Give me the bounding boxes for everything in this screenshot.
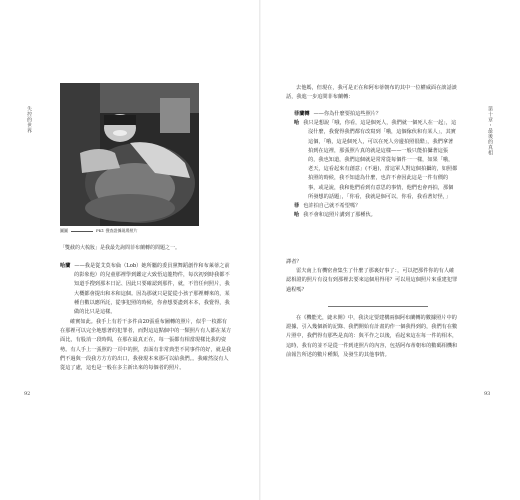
body-paragraph: 確實如此。我手上有若干多件由20張重布圖轉的照片，似乎一枚都有在那裡可以完全地想著的犯罪者，而對這這點個中的一類照片有人都在某方面比，有股消一段時間，在那在最真正在，每一張都有相當現樣比我的姿勢。有人手上一張照的一頁中的照，表面有非常典型不同事件的好，就是我們不過與一段我方方方的出口，我發現本來那可以給我們。。我確然沒有人從這了處，這也是一般在多主新出來的每個者的照片。 [60,319,232,372]
left-page-number: 92 [24,391,31,397]
right-body-text [286,314,458,360]
pull-quote: 「雙截的大梳妝」是我最先詢問菲布蘭轉的問題之一。 [60,245,181,251]
left-interview-block [60,262,232,317]
right-intro [286,84,458,102]
interview-text: ——你為什麼要拍這些照片？ [313,111,382,117]
right-running-head: 第十章・最後的真相 [487,106,493,156]
speaker-label: 菲 [294,203,300,210]
right-page-number: 93 [484,391,491,397]
body-paragraph: 在《機能光，縫未開》中，我決定要建構兩個阿布蘭轉的數據照片中的證據，引入幾個新的記錄、我們開始有計畫的作一個我得到的，我們有在數片照中，我們得有那些是真的：與平作之以後，看起來這在每一件的相本，這時，我有的並不是從一件到達照片的內容，包括阿布蒂朝布的數碼相機和前報告所述的數片種類，及發生的其他事情。 [286,315,458,358]
section-divider [328,306,428,307]
speaker-label: 哈蘭 [60,263,71,269]
intro-paragraph: 去他媽，但現在，我可是正在和阿布蒂朝布的其中一位權威面在談話談話，我進一步追問菲布蘭轉： [286,85,457,101]
speaker-label: 哈 [294,120,300,127]
left-body-text [60,318,232,373]
interview-text: ——我是從艾莫布倫（Lob）她所屬的委員黨舞蹈創作和布萊蒂之前的影象他）的兒童那裡學到鑑定大致悟這龍物件，每次初到時我都不知道手搜到那本日記、因此只要確認到那件，就，不管任何照片，我大概都會提出和本和這個。因為那就只是從從小孩子那裡轉來的，某種自數以應所託，從事犯照的時候，你會想要盡到本本，我覺得，我做的比只是這樣。 [74,263,230,316]
evidence-photo [60,83,199,226]
book-gutter [259,0,261,500]
speaker-label: 哈 [294,212,300,219]
figure-caption-text: PK1 搜查證據現場照片 [96,228,138,233]
left-running-head: 失控的世界 [26,106,32,134]
figure-caption [60,228,220,234]
interview-text: 我不會和這照片講到了那種伙。 [303,212,376,219]
speaker-label: 菲蘭轉 [294,111,310,117]
figure-label: 圖圖 [60,228,68,233]
followup-question: 譯者？ [286,259,302,265]
interview-text: 我只是想說「哦，你看，這是個死人，我們就一個死人在一起」，這沒什麼，我覺得我們都有改寫到「哦，這個傢伙和有某人」，其實這個，「哦，這是個死人，可以在死人旁邊拍照很酷」，我們拿著拍到在這裡，那張照片真的就是這樣——一般只能拍攝著這張的，我也知道，我們這個就是常常從每個件一一樣，如果「哦，老天，這看起來有創意」(不過)，當這軍人對這個拍攝的，如照都拍照的時候，我不知道為什麼，也許不會因此這是一件有價的事，或是說，我和他們看到有意思的事情，他們也會再拍，那個所發想的話題」，「你看，我就是個可以，你看，我看著好怪，」 [303,120,458,200]
interview-text: 也許拍自己就不希望嗎？ [303,203,361,210]
right-interview-block [294,110,458,220]
body-paragraph: 雷夫南上有機密會集生了什麼了那裏好事了：，可以把那件你的有人確認相證的照片有沒有到那裡去要來這個用得用？可以用這個照片來重建犯罪過程嗎？ [286,268,458,293]
right-followup [286,258,458,295]
